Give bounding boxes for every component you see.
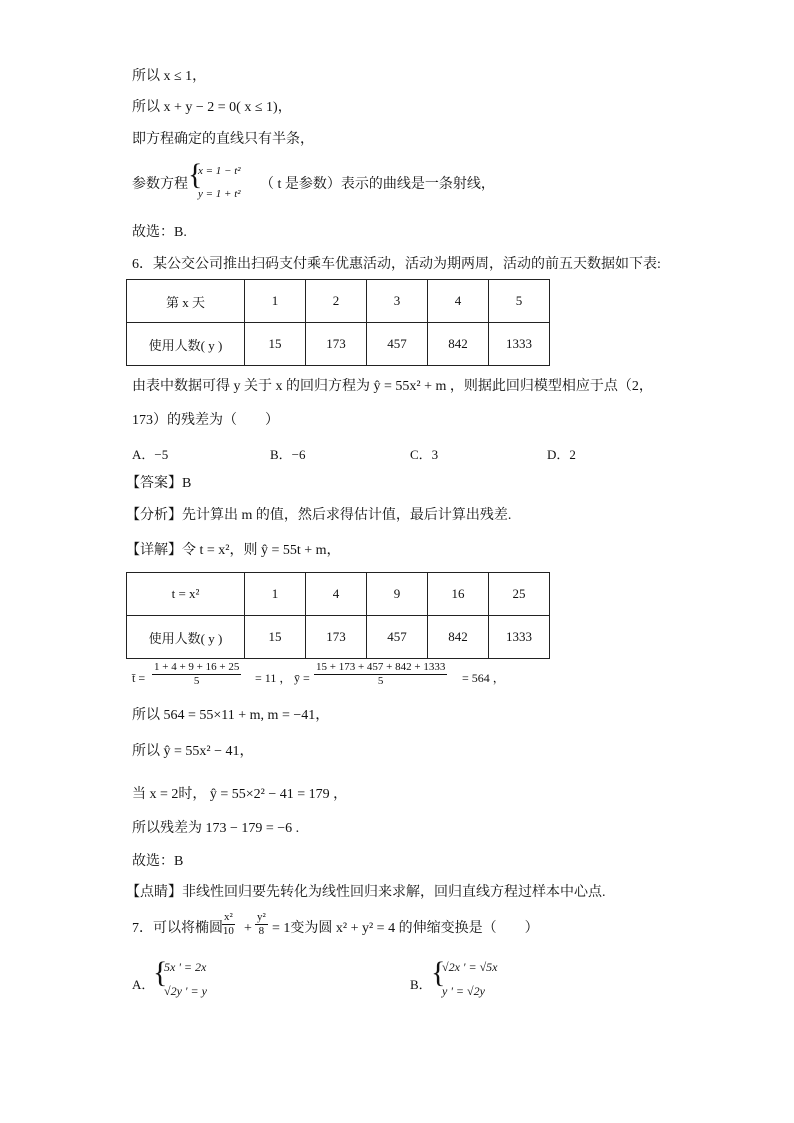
table-cell-header: t = x²	[127, 573, 245, 616]
table-cell: 173	[306, 323, 367, 366]
data-table-1	[126, 279, 550, 366]
option-b-eq2: y ' = √2y	[442, 984, 485, 998]
table-cell-header: 使用人数( y )	[127, 616, 245, 659]
table-cell: 3	[367, 280, 428, 323]
residual-line: 所以残差为 173 − 179 = −6 .	[132, 821, 300, 836]
parametric-prefix: 参数方程	[132, 177, 188, 192]
mean-y-numerator: 15 + 173 + 457 + 842 + 1333	[316, 661, 446, 673]
left-brace: {	[188, 158, 203, 191]
table-cell: 16	[428, 573, 489, 616]
q7-stem-suffix: = 1变为圆 x² + y² = 4 的伸缩变换是（ ）	[272, 921, 539, 936]
table-row	[127, 616, 550, 659]
parametric-suffix: （ t 是参数）表示的曲线是一条射线，	[260, 177, 495, 192]
text-line-x-le-1: 所以 x ≤ 1，	[132, 69, 207, 84]
ellipse-frac-y	[255, 911, 268, 938]
table-cell: 457	[367, 323, 428, 366]
param-eq-y: y = 1 + t²	[198, 188, 241, 200]
mean-y-rhs: = 564 ，	[462, 671, 505, 685]
mean-t-numerator: 1 + 4 + 9 + 16 + 25	[154, 661, 240, 673]
text-line-equation: 所以 x + y − 2 = 0( x ≤ 1)，	[132, 100, 292, 115]
q7-stem-prefix: 7．可以将椭圆	[132, 921, 223, 936]
q7-option-a-label: A．	[132, 977, 155, 992]
mean-t-rhs: = 11 ，	[255, 671, 292, 685]
ellipse-frac-x	[222, 911, 235, 938]
text-line-half-line: 即方程确定的直线只有半条，	[132, 132, 314, 147]
estimate-line: 当 x = 2时， ŷ = 55×2² − 41 = 179 ，	[132, 787, 348, 802]
table-cell: 25	[489, 573, 550, 616]
table-cell-header: 使用人数( y )	[127, 323, 245, 366]
table-cell: 15	[245, 323, 306, 366]
plus-sign: +	[244, 921, 252, 936]
mean-t-lhs: t̄ =	[132, 671, 146, 685]
choose-b-1: 故选：B.	[132, 225, 187, 240]
table-cell-header: 第 x 天	[127, 280, 245, 323]
table-cell: 4	[306, 573, 367, 616]
mean-y-lhs: ȳ =	[294, 671, 310, 685]
table-cell: 4	[428, 280, 489, 323]
table-cell: 1	[245, 573, 306, 616]
table-row	[127, 573, 550, 616]
frac-y-denominator: 8	[258, 925, 265, 937]
frac-x-denominator: 10	[222, 925, 234, 937]
frac-x-numerator: x²	[224, 911, 233, 923]
mean-y-fraction	[314, 661, 447, 688]
q6-stem: 6．某公交公司推出扫码支付乘车优惠活动，活动为期两周，活动的前五天数据如下表:	[132, 257, 661, 272]
mean-y-denominator: 5	[377, 675, 384, 687]
table-cell: 457	[367, 616, 428, 659]
option-a-eq1: 5x ' = 2x	[164, 960, 207, 974]
option-c: C．3	[410, 447, 439, 462]
table-cell: 1333	[489, 323, 550, 366]
choose-b-2: 故选：B	[132, 854, 184, 869]
frac-y-numerator: y²	[257, 911, 266, 923]
table-cell: 5	[489, 280, 550, 323]
option-b-eq1: √2x ' = √5x	[442, 960, 498, 974]
option-b: B．−6	[270, 447, 306, 462]
table-row	[127, 323, 550, 366]
comment-line: 【点睛】非线性回归要先转化为线性回归来求解，回归直线方程过样本中心点.	[126, 885, 606, 900]
q6-text-1: 由表中数据可得 y 关于 x 的回归方程为 ŷ = 55x² + m ，则据此回归模型相应于点（2，	[132, 379, 653, 394]
answer-line: 【答案】B	[126, 476, 192, 491]
mean-t-fraction	[152, 661, 241, 688]
option-a: A．−5	[132, 447, 169, 462]
table-cell: 2	[306, 280, 367, 323]
analysis-line: 【分析】先计算出 m 的值，然后求得估计值，最后计算出残差.	[126, 508, 512, 523]
table-cell: 842	[428, 616, 489, 659]
regression-line: 所以 ŷ = 55x² − 41，	[132, 744, 254, 759]
table-cell: 1333	[489, 616, 550, 659]
table-cell: 173	[306, 616, 367, 659]
table-cell: 15	[245, 616, 306, 659]
detail-line: 【详解】令 t = x²，则 ŷ = 55t + m，	[126, 543, 341, 558]
solve-m-line: 所以 564 = 55×11 + m, m = −41，	[132, 708, 330, 723]
table-row	[127, 280, 550, 323]
table-cell: 1	[245, 280, 306, 323]
data-table-2	[126, 572, 550, 659]
table-cell: 842	[428, 323, 489, 366]
q6-text-2: 173）的残差为（ ）	[132, 413, 279, 428]
option-a-brace: {	[153, 956, 168, 989]
table-cell: 9	[367, 573, 428, 616]
option-d: D．2	[547, 447, 576, 462]
q7-option-b-label: B．	[410, 977, 432, 992]
param-eq-x: x = 1 − t²	[198, 165, 241, 177]
option-a-eq2: √2y ' = y	[164, 984, 207, 998]
mean-t-denominator: 5	[193, 675, 200, 687]
option-b-brace: {	[431, 956, 446, 989]
